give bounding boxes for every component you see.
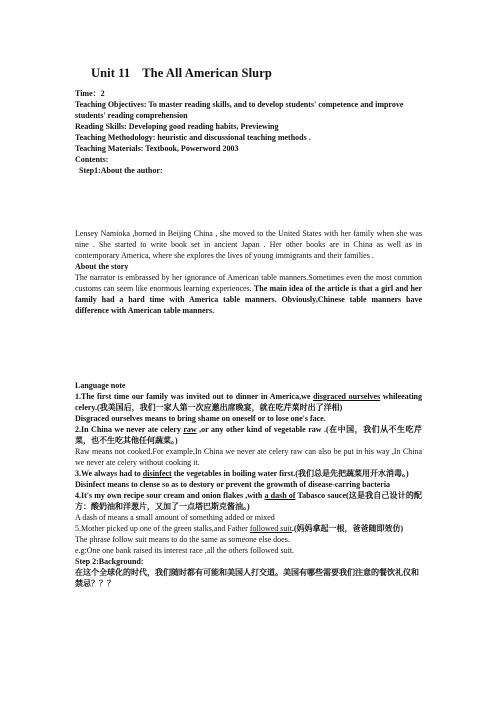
note-1-phrase: disgraced ourselves xyxy=(313,392,381,401)
page-title xyxy=(91,66,272,81)
story-heading: About the story xyxy=(75,262,129,271)
note-1-definition: Disgraced ourselves means to bring shame on oneself or to lose one's face. xyxy=(75,414,326,423)
contents-line: Contents: xyxy=(75,155,109,164)
story-main-idea: The main idea of the article is that a girl and her family had a hard time with America table manners. Obviously,Chinese table manners have difference with American table manners. xyxy=(75,284,422,315)
note-2-definition: Raw means not cooked.For example,In China we never ate celery raw can also be put in his way ,In China we never ate celery without cooking it. xyxy=(75,447,422,467)
materials-line: Teaching Materials: Textbook, Powerword 2003 xyxy=(75,144,239,153)
lesson-meta xyxy=(75,88,422,176)
note-4-phrase: a dash of xyxy=(264,491,296,500)
story-text: The narrator is embrassed by her ignorance of American table manners.Sometimes even the most common customs can seem like enormous learning experiences. xyxy=(75,273,422,293)
note-4: 4.It's my own recipe sour cream and onion flakes ,with a dash of Tabasco sauce(这是我自己设计的配方：酸奶油和洋葱片，又加了一点塔巴斯克酱油。) xyxy=(75,491,422,511)
note-2: 2.In China we never ate celery raw ,or any other kind of vegetable raw .(在中国，我们从不生吃芹菜，也不生吃其他任何蔬菜。) xyxy=(75,425,423,445)
note-3-phrase: disinfect xyxy=(142,469,172,478)
note-5-definition: The phrase follow suit means to do the same as someone else does. xyxy=(75,535,290,544)
note-3-definition: Disinfect means to clense so as to destory or prevent the growmth of disease-carring bacteria xyxy=(75,480,391,489)
note-5-example: e.g:One one bank raised its interest race ,all the others followed suit. xyxy=(75,546,295,555)
language-note-heading: Language note xyxy=(75,381,126,390)
step2-question: 在这个全球化的时代，我们随时都有可能和美国人打交道。美国有哪些需要我们注意的餐饮礼仪和禁忌？？？ xyxy=(75,568,419,588)
story-paragraph xyxy=(75,272,422,316)
author-paragraph: Lensey Namioka ,borned in Beijing China , she moved to the United States with her family when she was nine . She started to write book set in ancient Japan . Her other books are in China as well as in contemporary America, where she explores the lives of young immigrants and their families . xyxy=(75,229,422,260)
objectives-line: Teaching Objectives: To master reading skills, and to develop students' competence and improve students' reading comprehension xyxy=(75,100,404,120)
language-notes xyxy=(75,380,422,589)
step1-heading: Step1:About the author: xyxy=(79,166,163,175)
author-section xyxy=(75,228,422,316)
unit-number: Unit 11 xyxy=(91,66,131,80)
note-4-definition: A dash of means a small amount of something added or mixed xyxy=(75,513,275,522)
note-3: 3.We always had to disinfect the vegetables in boiling water first.(我们总是先把蔬菜用开水消毒。) xyxy=(75,469,409,478)
step2-heading: Step 2:Background: xyxy=(75,557,144,566)
time-line: Time：2 xyxy=(75,89,105,98)
note-5-phrase: followed suit xyxy=(249,524,292,533)
note-5: 5.Mother picked up one of the green stalks,and Father followed suit.(妈妈拿起一根，爸爸随即效仿) xyxy=(75,524,404,533)
note-2-phrase: raw xyxy=(183,425,197,434)
skills-line: Reading Skills: Developing good reading habits, Previewing xyxy=(75,122,279,131)
note-1: 1.The first time our family was invited out to dinner in America,we disgraced ourselves whileeating celery.(我美国后，我们一家人第一次应邀出席晚宴，就在吃芹菜时出了洋相) xyxy=(75,392,423,412)
methodology-line: Teaching Methodology: heuristic and discussional teaching methods . xyxy=(75,133,311,142)
unit-name: The All American Slurp xyxy=(142,66,272,80)
